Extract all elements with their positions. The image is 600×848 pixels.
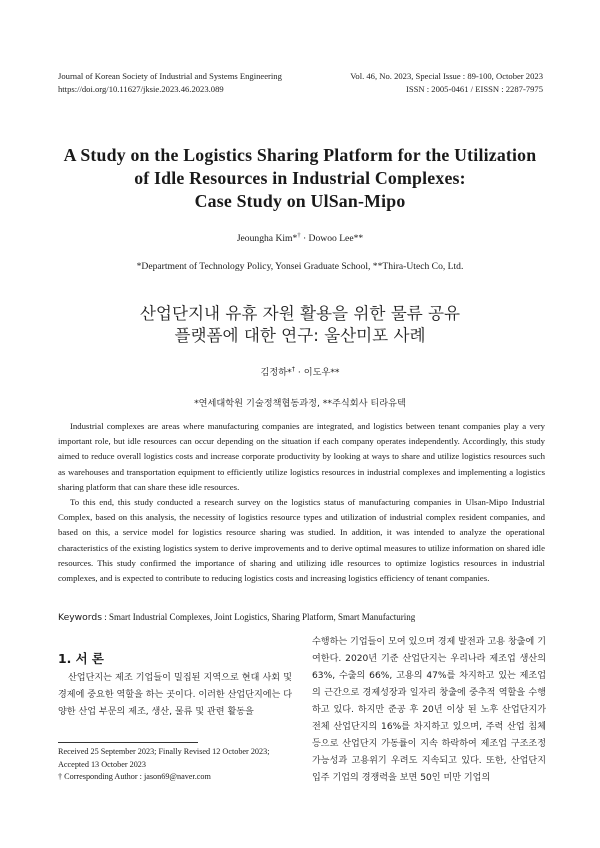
affiliation-ko: *연세대학원 기술정책협동과정, **주식회사 티라유텍 bbox=[194, 398, 406, 409]
keywords-label: Keywords bbox=[58, 612, 103, 623]
paper-title-ko bbox=[30, 303, 570, 347]
authors-ko bbox=[0, 364, 600, 378]
accepted-date: Accepted 13 October 2023 bbox=[58, 759, 146, 769]
body-paragraph-right: 수행하는 기업들이 모여 있으며 경제 발전과 고용 창출에 기여한다. 2020년 기준 산업단지는 우리나라 제조업 생산의 63%, 수출의 66%, 고용의 47%를 차지하고 있는 제조업의 근간으로 경제성장과 일자리 창출에 중추적 역할을 수행하고 있다. 하지만 준공 후 20년 이상 된 노후 산업단지가 전체 산업단지의 16%를 차지하고 있으며, 주력 산업 침체 등으로 산업단지 가동률이 지속 하락하여 제조업 구조조정 가능성과 고용위기 우려도 지속되고 있다. 또한, 산업단지 입주 기업의 경쟁력을 보면 50인 미만 기업의 bbox=[312, 637, 546, 783]
keywords bbox=[58, 611, 545, 624]
doi-link[interactable]: https://doi.org/10.11627/jksie.2023.46.2023.089 bbox=[58, 84, 224, 94]
author-2-en: · Dowoo Lee** bbox=[300, 233, 364, 244]
keywords-text: : Smart Industrial Complexes, Joint Logistics, Sharing Platform, Smart Manufacturing bbox=[102, 612, 416, 622]
body-column-left bbox=[58, 670, 292, 721]
issn-info: ISSN : 2005-0461 / EISSN : 2287-7975 bbox=[405, 84, 543, 94]
corresponding-email[interactable]: Corresponding Author : jason69@naver.com bbox=[62, 772, 211, 781]
corresponding-mark-ko: † bbox=[291, 365, 295, 373]
section-heading-introduction: 1. 서 론 bbox=[58, 651, 104, 666]
corresponding-mark-en: † bbox=[297, 232, 301, 239]
abstract-paragraph-2: To this end, this study conducted a research survey on the logistics status of manufacturing companies in Ulsan-Mipo Industrial Complex, based on this analysis, the necessity of logistics resource types and utilization of industrial complex resident companies, and based on this, a service model for logistics resource sharing was studied. In addition, it was intended to analyze the operational characteristics of the existing logistics system to derive improvements and to derive optimal measures to utilize information on shared idle resources. This study confirmed the importance of sharing and utilizing idle resources to optimize logistics resources in industrial complexes, and is expected to contribute to reducing logistics costs and increasing logistics efficiency of tenant companies. bbox=[58, 497, 545, 584]
title-en-line1: A Study on the Logistics Sharing Platform for the Utilization bbox=[63, 145, 537, 165]
abstract bbox=[58, 419, 545, 586]
author-2-ko: · 이도우** bbox=[294, 367, 340, 378]
body-paragraph-left: 산업단지는 제조 기업들이 밀집된 지역으로 현대 사회 및 경제에 중요한 역할을 하는 곳이다. 이러한 산업단지에는 다양한 산업 부문의 제조, 생산, 물류 및 관련 활동을 bbox=[58, 673, 292, 717]
title-ko-line1: 산업단지내 유휴 자원 활용을 위한 물류 공유 bbox=[139, 304, 461, 323]
authors-en bbox=[0, 232, 600, 244]
footnote bbox=[58, 746, 298, 784]
abstract-paragraph-1: Industrial complexes are areas where manufacturing companies are integrated, and logistics between tenant companies play a very important role, but idle resources can occur depending on the situation if each company operates independently. Accordingly, this study aimed to reduce overall logistics costs and increase corporate productivity by looking at ways to share and utilize logistics resources such as warehouses and transportation equipment to efficiently utilize logistics resources in industrial complexes and implementing a logistics sharing platform that can share these idle resources. bbox=[58, 421, 545, 492]
volume-info: Vol. 46, No. 2023, Special Issue : 89-100, October 2023 bbox=[350, 71, 543, 81]
paper-title-en bbox=[30, 144, 570, 213]
corresponding-author bbox=[58, 771, 298, 784]
footnote-divider bbox=[58, 742, 198, 743]
received-date: Received 25 September 2023; Finally Revised 12 October 2023; bbox=[58, 747, 270, 756]
body-column-right bbox=[312, 634, 546, 787]
affiliation-en: *Department of Technology Policy, Yonsei Graduate School, **Thira-Utech Co, Ltd. bbox=[136, 261, 464, 272]
dagger-mark: † bbox=[58, 772, 63, 781]
title-ko-line2: 플랫폼에 대한 연구: 울산미포 사례 bbox=[174, 326, 426, 345]
author-1-en: Jeoungha Kim* bbox=[236, 233, 298, 244]
title-en-line2: of Idle Resources in Industrial Complexes: bbox=[134, 168, 466, 188]
journal-name: Journal of Korean Society of Industrial and Systems Engineering bbox=[58, 71, 282, 81]
title-en-line3: Case Study on UlSan-Mipo bbox=[194, 191, 406, 211]
journal-header-right bbox=[283, 70, 543, 96]
author-1-ko: 김정하* bbox=[260, 367, 292, 378]
